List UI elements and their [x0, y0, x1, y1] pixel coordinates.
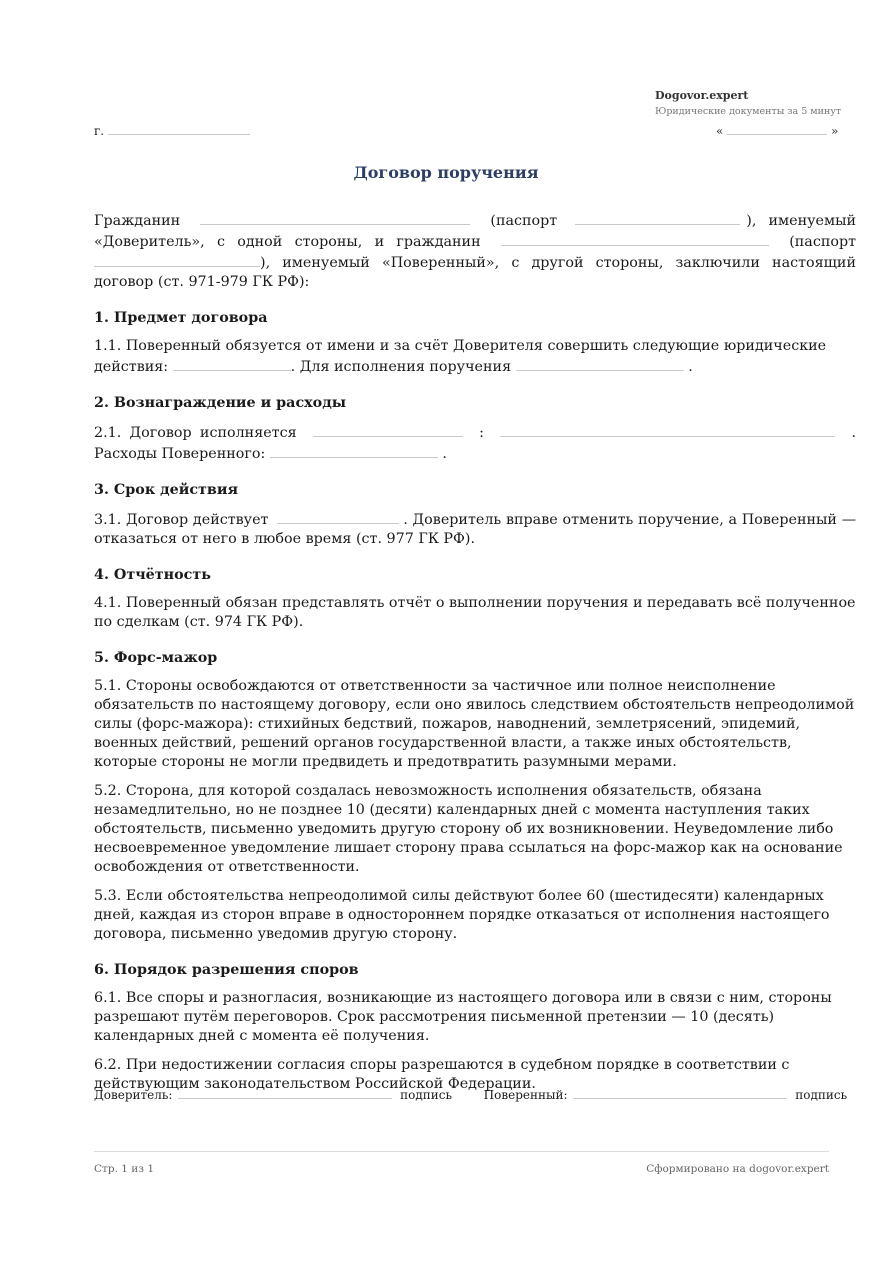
fee-amount-blank[interactable] — [500, 422, 835, 437]
brand-name: Dogovor.expert — [655, 89, 749, 102]
section-5-heading: 5. Форс-мажор — [94, 650, 218, 666]
date-close-quote: » — [831, 124, 839, 138]
execution-blank[interactable] — [516, 356, 684, 371]
section-2-1-text-a: 2.1. Договор исполняется — [94, 425, 297, 441]
signature-row — [94, 1084, 848, 1102]
principal-label: Доверитель: — [94, 1088, 173, 1102]
principal-passport-blank[interactable] — [575, 210, 740, 225]
section-1-1 — [94, 337, 856, 377]
section-1-heading: 1. Предмет договора — [94, 310, 268, 326]
section-3-1-text-a: 3.1. Договор действует — [94, 512, 269, 528]
brand-block — [655, 89, 841, 117]
preamble-text-5: ), именуемый «Поверенный», с другой стороны, заключили настоящий договор (ст. 971-979 ГК РФ): — [94, 255, 856, 290]
section-2-heading: 2. Вознаграждение и расходы — [94, 395, 347, 411]
date-open-quote: « — [716, 124, 724, 138]
section-5-2: 5.2. Сторона, для которой создалась невозможность исполнения обязательств, обязана незамедлительно, но не позднее 10 (десяти) календарных дней с момента наступления таких обстоятельств, письменно уведомить другую сторону об их возникновении. Неуведомление либо несвоевременное уведомление лишает сторону права ссылаться на форс-мажор как на основание освобождения от ответственности. — [94, 783, 843, 875]
footer-divider — [94, 1151, 829, 1152]
principal-sign-label: подпись — [400, 1088, 452, 1102]
preamble — [94, 210, 856, 292]
principal-signature-blank[interactable] — [178, 1084, 392, 1099]
city-blank[interactable] — [108, 120, 250, 135]
date-field — [716, 120, 838, 138]
generated-note: Сформировано на dogovor.expert — [646, 1163, 829, 1175]
section-1-1-text-a: 1.1. Поверенный обязуется от имени и за счёт Доверителя совершить следующие юридические действия: — [94, 338, 827, 375]
city-field — [94, 120, 250, 138]
section-5-1: 5.1. Стороны освобождаются от ответственности за частичное или полное неисполнение обязательств по настоящему договору, если оно явилось следствием обстоятельств непреодолимой силы (форс-мажора): стихийных бедствий, пожаров, наводнений, землетрясений, эпидемий, военных действий, решений органов государственной власти, а также иных обстоятельств, которые стороны не могли предвидеть и предотвратить разумными мерами. — [94, 678, 855, 770]
fee-type-blank[interactable] — [313, 422, 463, 437]
section-1-1-text-b: . Для исполнения поручения — [290, 359, 512, 375]
attorney-signature-blank[interactable] — [573, 1084, 787, 1099]
section-3-1 — [94, 509, 856, 549]
city-prefix: г. — [94, 124, 105, 138]
section-6-1: 6.1. Все споры и разногласия, возникающие из настоящего договора или в связи с ним, стороны разрешают путём переговоров. Срок рассмотрения письменной претензии — 10 (десять) календарных дней с момента её получения. — [94, 990, 832, 1044]
section-1-1-text-c: . — [688, 359, 693, 375]
section-4-1: 4.1. Поверенный обязан представлять отчёт о выполнении поручения и передавать всё полученное по сделкам (ст. 974 ГК РФ). — [94, 595, 856, 630]
section-6-2: 6.2. При недостижении согласия споры разрешаются в судебном порядке в соответствии с действующим законодательством Российской Федерации. — [94, 1057, 790, 1092]
section-3-heading: 3. Срок действия — [94, 482, 239, 498]
attorney-label: Поверенный: — [483, 1088, 568, 1102]
section-2-1-text-c: . Расходы Поверенного: — [94, 425, 856, 462]
preamble-text-1: Гражданин — [94, 213, 181, 229]
preamble-text-2: (паспорт — [490, 213, 558, 229]
section-3-1-text-b: . Доверитель вправе отменить поручение, а Поверенный — отказаться от него в любое время (ст. 977 ГК РФ). — [94, 512, 856, 547]
attorney-sign-label: подпись — [795, 1088, 848, 1102]
section-2-1 — [94, 422, 856, 464]
section-5-3: 5.3. Если обстоятельства непреодолимой силы действуют более 60 (шестидесяти) календарных дней, каждая из сторон вправе в одностороннем порядке отказаться от исполнения настоящего договора, письменно уведомив другую сторону. — [94, 888, 830, 942]
document-title: Договор поручения — [353, 163, 539, 182]
date-blank[interactable] — [727, 120, 827, 135]
term-blank[interactable] — [277, 509, 399, 524]
expenses-blank[interactable] — [270, 443, 438, 458]
attorney-name-blank[interactable] — [501, 231, 769, 246]
preamble-text-3: ), именуемый «Доверитель», с одной стороны, и гражданин — [94, 213, 857, 250]
section-2-1-text-b: : — [479, 425, 484, 441]
brand-tagline: Юридические документы за 5 минут — [655, 106, 842, 117]
document-body — [94, 210, 856, 1104]
section-6-heading: 6. Порядок разрешения споров — [94, 962, 359, 978]
section-2-1-text-d: . — [442, 446, 447, 462]
preamble-text-4: (паспорт — [789, 234, 857, 250]
principal-name-blank[interactable] — [200, 210, 470, 225]
actions-blank[interactable] — [173, 356, 291, 371]
page-number: Стр. 1 из 1 — [94, 1163, 155, 1175]
attorney-passport-blank[interactable] — [94, 252, 260, 267]
section-4-heading: 4. Отчётность — [94, 567, 211, 583]
